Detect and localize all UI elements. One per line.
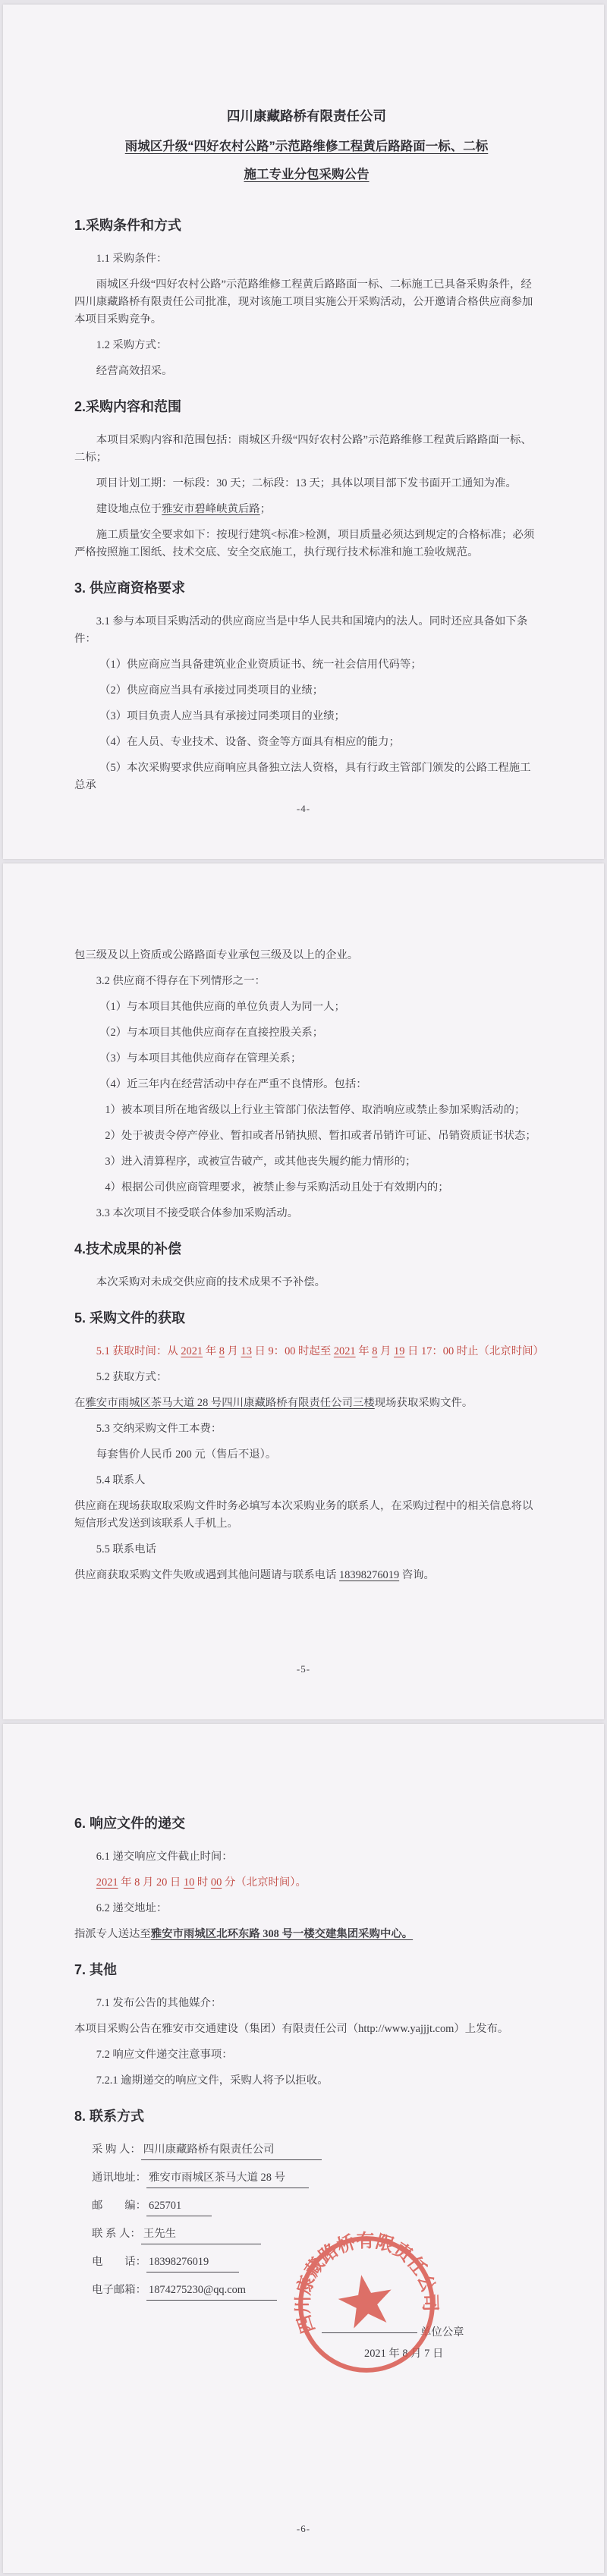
compensation-paragraph: 本次采购对未成交供应商的技术成果不予补偿。 bbox=[96, 1276, 326, 1288]
text-run: 在 bbox=[74, 1397, 86, 1409]
clause-5-2-label: 5.2 获取方式： bbox=[96, 1371, 168, 1383]
notice-title-text: 施工专业分包采购公告 bbox=[244, 168, 370, 181]
section-7-heading: 7. 其他 bbox=[74, 1962, 118, 1977]
section-5-heading: 5. 采购文件的获取 bbox=[74, 1310, 186, 1326]
zipcode-value: 625701 bbox=[146, 2197, 212, 2216]
restriction-subitem-4: 4）根据公司供应商管理要求，被禁止参与采购活动且处于有效期内的； bbox=[105, 1181, 449, 1194]
text-run: 日 9：00 时起至 bbox=[251, 1345, 334, 1357]
contact-row-address bbox=[74, 2169, 539, 2188]
clause-3-3: 3.3 本次项目不接受联合体参加采购活动。 bbox=[96, 1207, 299, 1219]
section-3-heading: 3. 供应商资格要求 bbox=[74, 580, 186, 596]
text-run: 8 bbox=[219, 1345, 225, 1357]
project-title bbox=[74, 136, 539, 154]
text-run: 月 bbox=[377, 1345, 394, 1357]
contact-row-person bbox=[74, 2225, 539, 2244]
qualification-item-5: （5）本次采购要求供应商响应具备独立法人资格，具有行政主管部门颁发的公路工程施工总承 bbox=[74, 762, 531, 791]
company-title: 四川康藏路桥有限责任公司 bbox=[227, 109, 386, 124]
clause-1-2-label: 1.2 采购方式： bbox=[96, 339, 168, 351]
page-number-4: -4- bbox=[296, 803, 311, 814]
text-run: 指派专人送达至 bbox=[74, 1928, 151, 1940]
qualification-item-1: （1）供应商应当具备建筑业企业资质证书、统一社会信用代码等； bbox=[99, 659, 422, 671]
address-label: 通讯地址： bbox=[92, 2172, 146, 2184]
restriction-item-3: （3）与本项目其他供应商存在管理关系； bbox=[99, 1052, 302, 1065]
clause-3-1: 3.1 参与本项目采购活动的供应商应当是中华人民共和国境内的法人。同时还应具备如下条件： bbox=[74, 615, 528, 645]
restriction-subitem-3: 3）进入清算程序，或被宣告破产，或其他丧失履约能力情形的； bbox=[105, 1156, 417, 1168]
text-run: 雅安市雨城区茶马大道 28 号四川康藏路桥有限责任公司三楼 bbox=[85, 1397, 375, 1409]
section-2-heading: 2.采购内容和范围 bbox=[74, 399, 182, 414]
text-run: 年 bbox=[355, 1345, 373, 1357]
contact-row-email bbox=[74, 2282, 539, 2301]
restriction-item-1: （1）与本项目其他供应商的单位负责人为同一人； bbox=[99, 1001, 345, 1013]
text-run: 建设地点位于 bbox=[96, 503, 162, 515]
text-run: 雅安市碧峰峡黄后路 bbox=[162, 503, 260, 515]
contact-row-purchaser bbox=[74, 2141, 539, 2160]
carryover-paragraph: 包三级及以上资质或公路路面专业承包三级及以上的企业。 bbox=[74, 949, 359, 961]
text-run: 13 bbox=[241, 1345, 252, 1357]
deadline-paragraph bbox=[74, 1874, 539, 1892]
restriction-item-2: （2）与本项目其他供应商存在直接控股关系； bbox=[99, 1027, 324, 1039]
phone-value: 18398276019 bbox=[146, 2254, 239, 2272]
clause-3-2: 3.2 供应商不得存在下列情形之一： bbox=[96, 975, 266, 987]
section-4-heading: 4.技术成果的补偿 bbox=[74, 1241, 182, 1257]
text-run: 月 bbox=[224, 1345, 241, 1357]
clause-1-1-label: 1.1 采购条件： bbox=[96, 253, 168, 265]
clause-5-5-label: 5.5 联系电话 bbox=[96, 1543, 156, 1555]
zipcode-label: 邮 编： bbox=[92, 2200, 146, 2212]
text-run: 日 17：00 时止（北京时间） bbox=[404, 1345, 544, 1357]
text-run: 供应商获取采购文件失败或遇到其他问题请与联系电话 bbox=[74, 1569, 339, 1581]
purchaser-value: 四川康藏路桥有限责任公司 bbox=[141, 2141, 322, 2160]
clause-1-2-body: 经营高效招采。 bbox=[96, 365, 173, 377]
duration-paragraph: 项目计划工期：一标段：30 天；二标段：13 天；具体以项目部下发书面开工通知为准。 bbox=[96, 477, 517, 489]
qualification-item-2: （2）供应商应当具有承接过同类项目的业绩； bbox=[99, 684, 324, 697]
obtain-time-paragraph bbox=[74, 1343, 544, 1360]
text-run: ； bbox=[259, 503, 272, 515]
seal-signature-line bbox=[322, 2332, 417, 2333]
text-run: 00 bbox=[210, 1876, 222, 1889]
qualification-item-3: （3）项目负责人应当具有承接过同类项目的业绩； bbox=[99, 710, 345, 722]
stamp-ring-text: 四川康藏路桥有限责任公司 bbox=[293, 2231, 441, 2336]
restriction-item-4: （4）近三年内在经营活动中存在严重不良情形。包括： bbox=[99, 1078, 367, 1090]
section-8-heading: 8. 联系方式 bbox=[74, 2109, 145, 2124]
email-value: 1874275230@qq.com bbox=[146, 2282, 277, 2301]
text-run: 8 bbox=[372, 1345, 378, 1357]
page-6 bbox=[3, 1724, 604, 2573]
address-value: 雅安市雨城区茶马大道 28 号 bbox=[146, 2169, 309, 2188]
text-run: 现场获取采购文件。 bbox=[374, 1397, 473, 1409]
delivery-address-paragraph bbox=[74, 1926, 539, 1943]
notice-title bbox=[74, 164, 539, 182]
clause-6-2-label: 6.2 递交地址： bbox=[96, 1902, 168, 1914]
text-run: 18398276019 bbox=[338, 1569, 400, 1581]
location-paragraph bbox=[74, 501, 539, 518]
purchaser-label: 采 购 人： bbox=[92, 2144, 141, 2156]
email-label: 电子邮箱： bbox=[92, 2284, 146, 2296]
phone-label: 电 话： bbox=[92, 2256, 146, 2268]
seal-date: 2021 年 8 月 7 日 bbox=[364, 2348, 444, 2360]
page-number-6: -6- bbox=[296, 2523, 311, 2534]
text-run: 10 bbox=[183, 1876, 195, 1889]
clause-6-1-label: 6.1 递交响应文件截止时间： bbox=[96, 1851, 233, 1863]
text-run: 5.1 获取时间：从 bbox=[96, 1345, 181, 1357]
person-value: 王先生 bbox=[141, 2225, 261, 2244]
contact-phone-paragraph bbox=[74, 1567, 539, 1584]
section-6-heading: 6. 响应文件的递交 bbox=[74, 1816, 186, 1831]
obtain-address-paragraph bbox=[74, 1395, 539, 1412]
page-5 bbox=[3, 863, 604, 1719]
seal-label: 单位公章 bbox=[420, 2326, 464, 2339]
quality-paragraph: 施工质量安全要求如下：按现行建筑<标准>检测，项目质量必须达到规定的合格标准；必须严格按照施工图纸、技术交底、安全交底施工，执行现行技术标准和施工验收规范。 bbox=[74, 529, 535, 558]
page-4 bbox=[3, 5, 604, 859]
text-run: 时 bbox=[194, 1876, 211, 1889]
restriction-subitem-1: 1）被本项目所在地省级以上行业主管部门依法暂停、取消响应或禁止参加采购活动的； bbox=[105, 1104, 526, 1116]
contact-row-phone bbox=[74, 2254, 539, 2272]
scope-paragraph: 本项目采购内容和范围包括：雨城区升级“四好农村公路”示范路维修工程黄后路路面一标、二标； bbox=[74, 434, 532, 464]
restriction-subitem-2: 2）处于被责令停产停业、暂扣或者吊销执照、暂扣或者吊销许可证、吊销资质证书状态； bbox=[105, 1130, 536, 1142]
person-label: 联 系 人： bbox=[92, 2228, 141, 2240]
text-run: 2021 bbox=[181, 1345, 203, 1357]
clause-5-4-label: 5.4 联系人 bbox=[96, 1474, 146, 1486]
qualification-item-4: （4）在人员、专业技术、设备、资金等方面具有相应的能力； bbox=[99, 736, 400, 748]
text-run: 2021 bbox=[96, 1876, 118, 1889]
contact-person-paragraph: 供应商在现场获取取采购文件时务必填写本次采购业务的联系人，在采购过程中的相关信息将以短信形式发送到该联系人手机上。 bbox=[74, 1500, 533, 1530]
fee-paragraph: 每套售价人民币 200 元（售后不退）。 bbox=[96, 1448, 277, 1461]
text-run: 咨询。 bbox=[399, 1569, 435, 1581]
clause-1-1-body: 雨城区升级“四好农村公路”示范路维修工程黄后路路面一标、二标施工已具备采购条件，经四川康藏路桥有限责任公司批准，现对该施工项目实施公开采购活动，公开邀请合格供应商参加本项目采购竞争。 bbox=[74, 278, 533, 326]
publish-media-paragraph: 本项目采购公告在雅安市交通建设（集团）有限责任公司（http://www.yajjjt.com）上发布。 bbox=[74, 2023, 509, 2035]
text-run: 雅安市雨城区北环东路 308 号一楼交建集团采购中心。 bbox=[150, 1928, 414, 1940]
contact-row-zipcode bbox=[74, 2197, 539, 2216]
project-title-text: 雨城区升级“四好农村公路”示范路维修工程黄后路路面一标、二标 bbox=[124, 140, 489, 153]
text-run: 年 8 月 20 日 bbox=[118, 1876, 184, 1889]
text-run: 2021 bbox=[333, 1345, 356, 1357]
page-number-5: -5- bbox=[296, 1663, 311, 1675]
clause-5-3-label: 5.3 交纳采购文件工本费： bbox=[96, 1423, 222, 1435]
clause-7-1-label: 7.1 发布公告的其他媒介： bbox=[96, 1997, 222, 2009]
text-run: 19 bbox=[394, 1345, 405, 1357]
text-run: 年 bbox=[203, 1345, 219, 1357]
section-1-heading: 1.采购条件和方式 bbox=[74, 218, 182, 233]
clause-7-2-1: 7.2.1 逾期递交的响应文件，采购人将予以拒收。 bbox=[96, 2074, 329, 2087]
clause-7-2-label: 7.2 响应文件递交注意事项： bbox=[96, 2049, 233, 2061]
text-run: 分（北京时间）。 bbox=[222, 1876, 307, 1889]
